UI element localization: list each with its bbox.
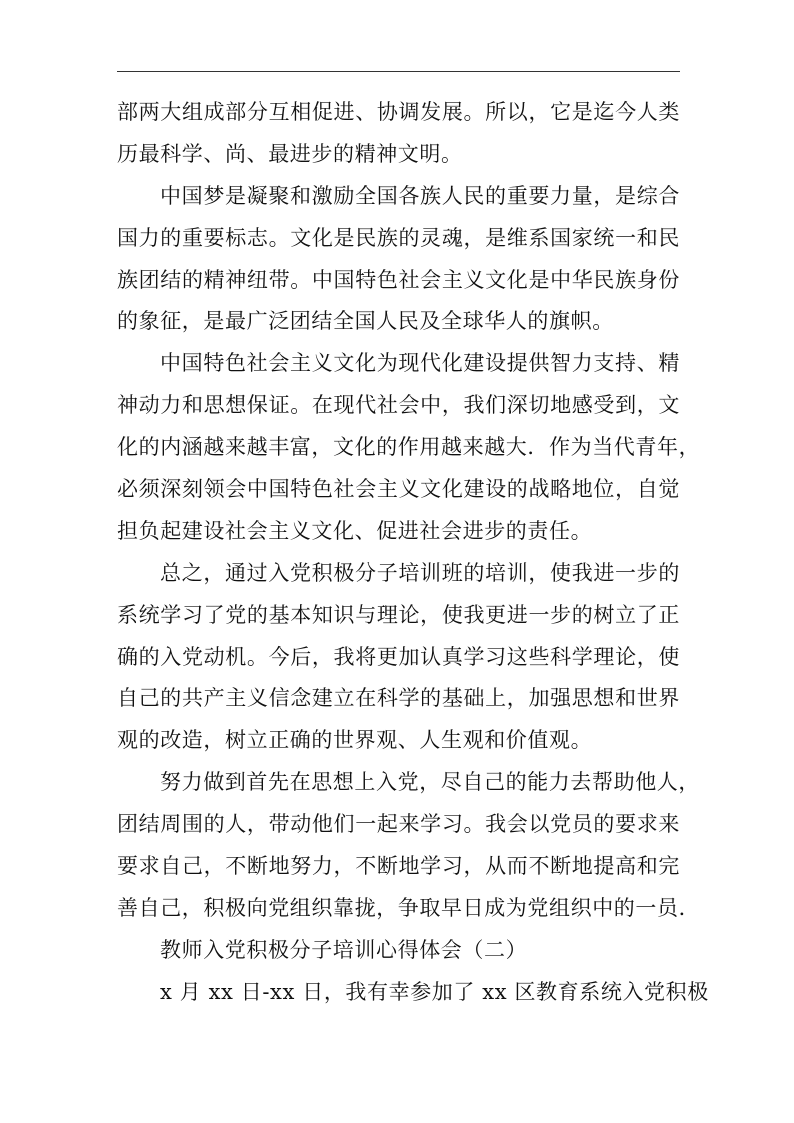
text-line: 部两大组成部分互相促进、协调发展。所以，它是迄今人类 — [117, 100, 680, 124]
text-line: 自己的共产主义信念建立在科学的基础上，加强思想和世界 — [117, 686, 680, 711]
paragraph-first-line: 中国特色社会主义文化为现代化建设提供智力支持、精 — [160, 351, 680, 376]
text-line: 国力的重要标志。文化是民族的灵魂，是维系国家统一和民 — [117, 225, 680, 250]
text-line: 担负起建设社会主义文化、促进社会进步的责任。 — [117, 518, 593, 543]
paragraph-first-line: 中国梦是凝聚和激励全国各族人民的重要力量，是综合 — [160, 183, 680, 208]
text-line: 必须深刻领会中国特色社会主义文化建设的战略地位，自觉 — [117, 477, 680, 502]
paragraph-first-line: 努力做到首先在思想上入党，尽自己的能力去帮助他人， — [160, 770, 700, 795]
text-line: 族团结的精神纽带。中国特色社会主义文化是中华民族身份 — [117, 267, 680, 292]
text-line: 确的入党动机。今后，我将更加认真学习这些科学理论，使 — [117, 644, 680, 669]
body-text — [117, 92, 709, 1014]
text-line: 历最科学、尚、最进步的精神文明。 — [117, 141, 463, 166]
text-line: 要求自己，不断地努力，不断地学习，从而不断地提高和完 — [117, 854, 680, 879]
text-line: 神动力和思想保证。在现代社会中，我们深切地感受到，文 — [117, 393, 680, 418]
text-line: 系统学习了党的基本知识与理论，使我更进一步的树立了正 — [117, 602, 680, 627]
text-line: 团结周围的人，带动他们一起来学习。我会以党员的要求来 — [117, 812, 680, 837]
text-line: 善自己，积极向党组织靠拢，争取早日成为党组织中的一员． — [117, 895, 701, 920]
header-rule — [117, 71, 680, 72]
text-line: 观的改造，树立正确的世界观、人生观和价值观。 — [117, 728, 593, 753]
text-line: 的象征，是最广泛团结全国人民及全球华人的旗帜。 — [117, 309, 614, 334]
section-title: 教师入党积极分子培训心得体会（二） — [160, 937, 528, 962]
paragraph-first-line: x 月 xx 日-xx 日，我有幸参加了 xx 区教育系统入党积极 — [160, 979, 709, 1004]
paragraph-first-line: 总之，通过入党积极分子培训班的培训，使我进一步的 — [160, 560, 680, 585]
text-line: 化的内涵越来越丰富，文化的作用越来越大．作为当代青年， — [117, 435, 701, 460]
